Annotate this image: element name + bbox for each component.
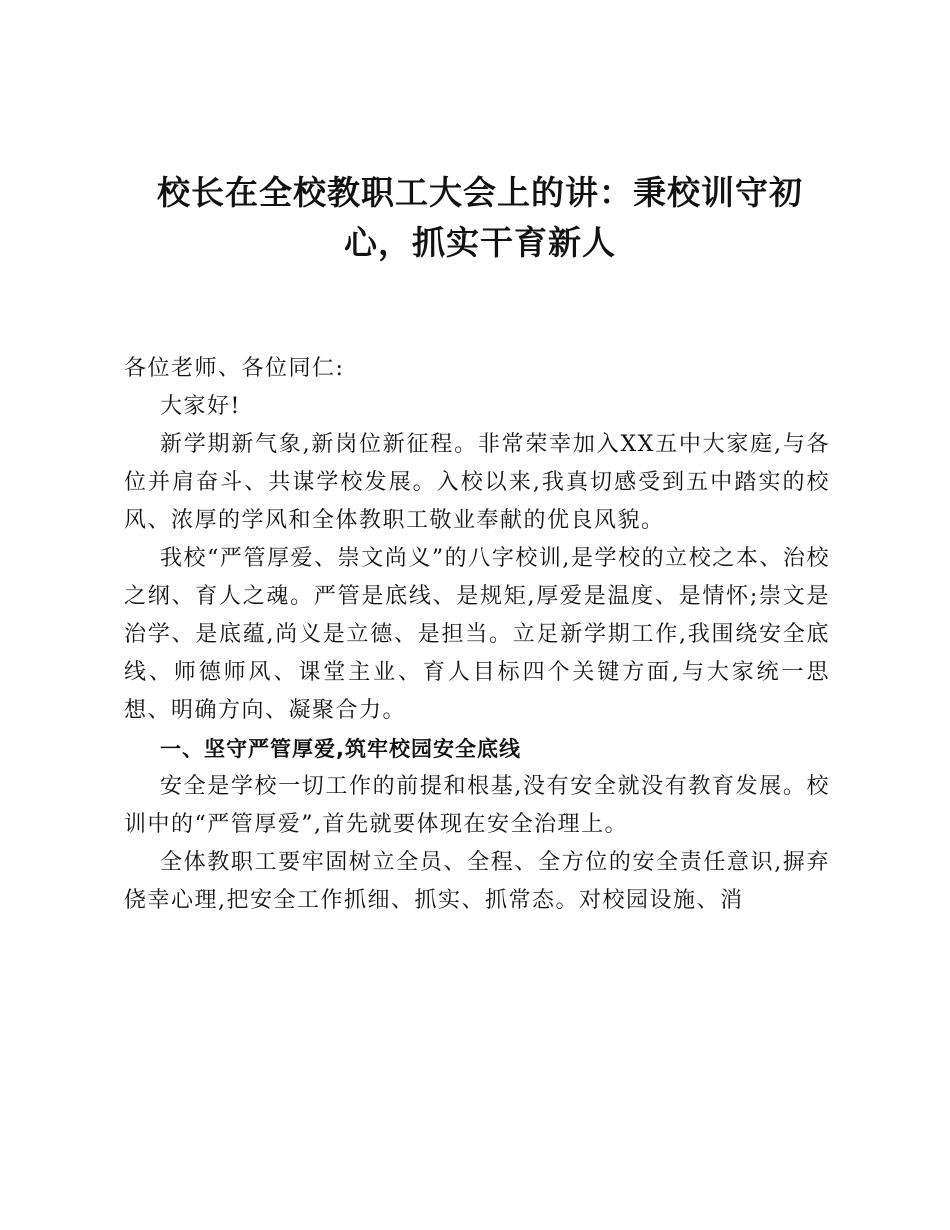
- paragraph: 全体教职工要牢固树立全员、全程、全方位的安全责任意识,摒弃侥幸心理,把安全工作抓细、抓实、抓常态。对校园设施、消: [124, 850, 830, 913]
- section-heading: 一、坚守严管厚爱,筑牢校园安全底线: [160, 737, 521, 761]
- paragraph: 我校“严管厚爱、崇文尚义”的八字校训,是学校的立校之本、治校之纲、育人之魂。严管是底线、是规矩,厚爱是温度、是情怀;崇文是治学、是底蕴,尚义是立德、是担当。立足新学期工作,我围绕安全底线、师德师风、课堂主业、育人目标四个关键方面,与大家统一思想、明确方向、凝聚合力。: [124, 546, 830, 723]
- document-body: [124, 350, 830, 920]
- paragraph: 新学期新气象,新岗位新征程。非常荣幸加入XX五中大家庭,与各位并肩奋斗、共谋学校发展。入校以来,我真切感受到五中踏实的校风、浓厚的学风和全体教职工敬业奉献的优良风貌。: [124, 432, 831, 533]
- document-title: 校长在全校教职工大会上的讲：秉校训守初心，抓实干育新人: [157, 173, 803, 262]
- paragraph: 安全是学校一切工作的前提和根基,没有安全就没有教育发展。校训中的“严管厚爱”,首先就要体现在安全治理上。: [124, 774, 830, 837]
- salutation: 各位老师、各位同仁:: [124, 356, 345, 381]
- greeting: 大家好!: [160, 394, 241, 419]
